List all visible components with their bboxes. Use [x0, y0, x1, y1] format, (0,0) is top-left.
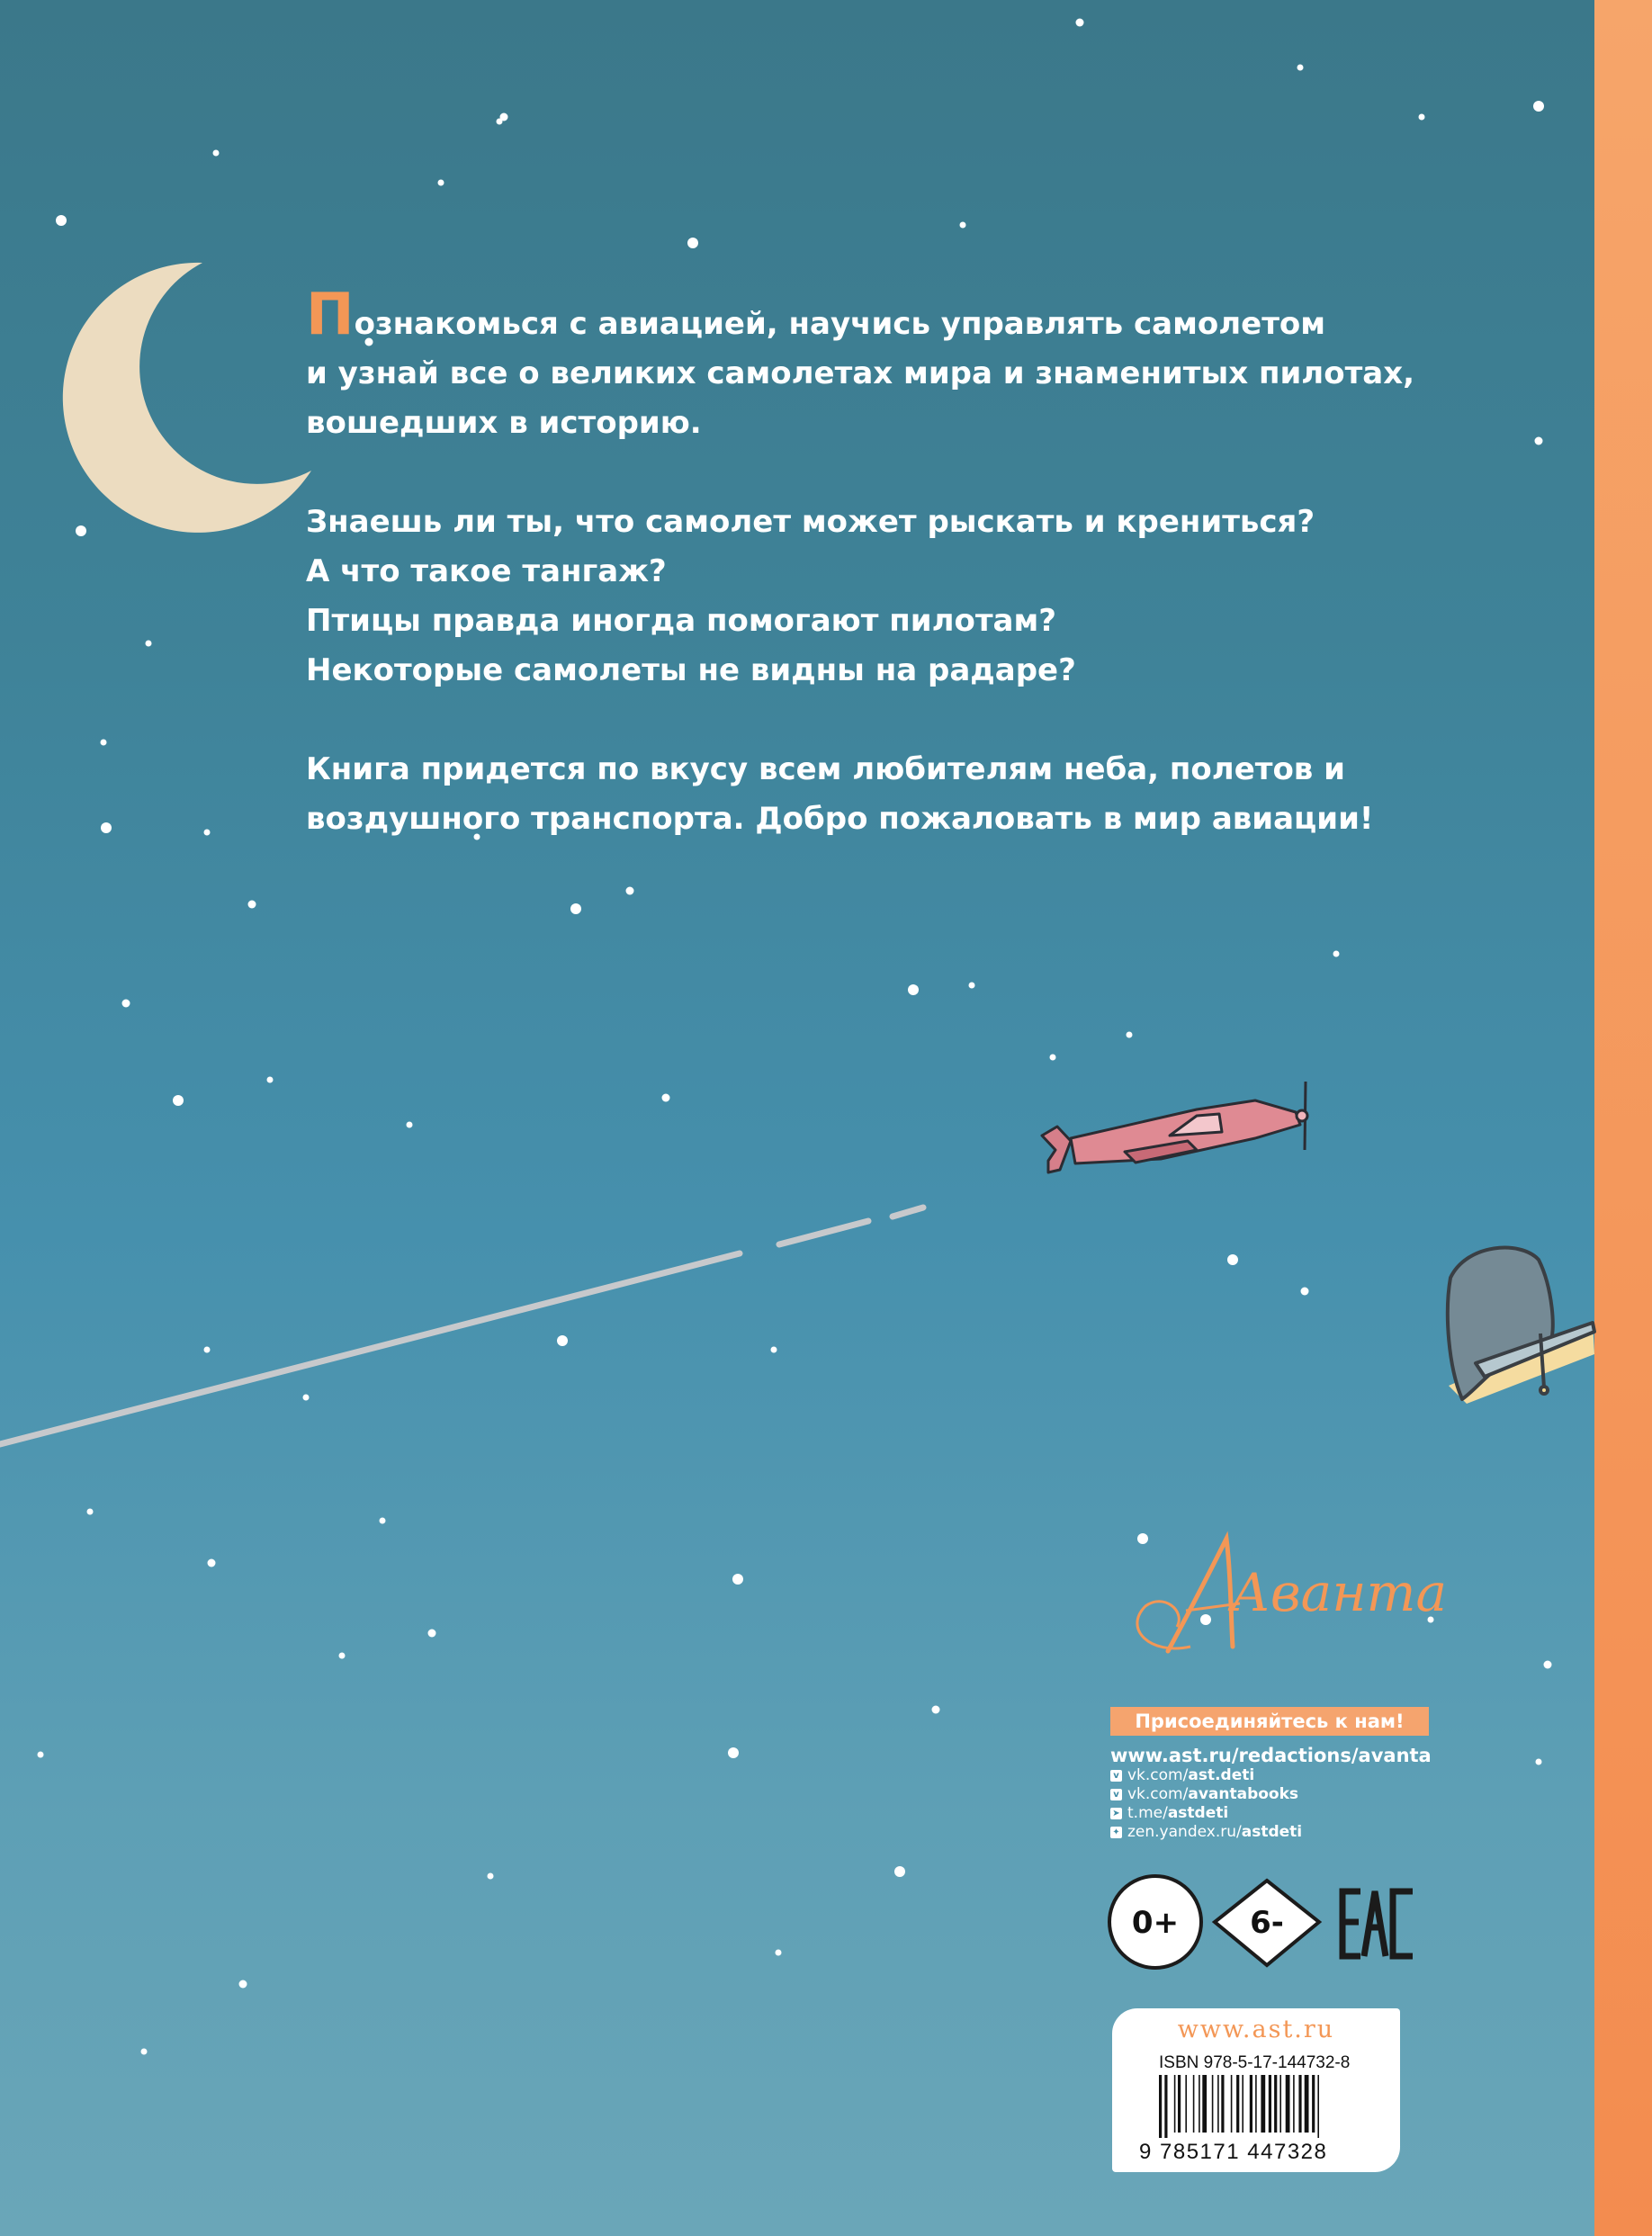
star: [380, 1518, 386, 1524]
intro-line-3: вошедших в историю.: [306, 405, 702, 441]
star: [771, 1347, 777, 1353]
star: [557, 1335, 568, 1346]
star: [141, 2049, 148, 2055]
star: [1227, 1254, 1238, 1265]
star: [213, 150, 220, 157]
star: [204, 1347, 211, 1353]
book-description: [306, 282, 1476, 894]
barcode-bar: [1159, 2075, 1162, 2138]
barcode-bar: [1231, 2075, 1233, 2133]
star: [1536, 1759, 1542, 1765]
ast-website: www.ast.ru: [1177, 2016, 1335, 2043]
paragraph-questions: [306, 498, 1476, 696]
barcode-bar: [1236, 2075, 1239, 2133]
social-link-vk-avantabooks[interactable]: [1110, 1785, 1434, 1804]
barcode-bar: [1185, 2075, 1187, 2133]
star: [101, 822, 112, 833]
barcode-bar: [1261, 2075, 1265, 2133]
link-handle: ast.deti: [1188, 1766, 1255, 1784]
logo-wordmark: Аванта: [1231, 1562, 1448, 1623]
barcode-bar: [1286, 2075, 1290, 2133]
social-link-telegram[interactable]: [1110, 1804, 1434, 1823]
barcode-bar: [1217, 2075, 1219, 2133]
contrail: [0, 1208, 923, 1444]
intro-line-1: [306, 282, 1476, 349]
question-line-1: Знаешь ли ты, что самолет может рыскать и крениться?: [306, 504, 1315, 540]
question-line-3: Птицы правда иногда помогают пилотам?: [306, 603, 1057, 639]
star: [303, 1395, 310, 1401]
star: [687, 238, 698, 248]
barcode-bar: [1178, 2075, 1181, 2133]
drop-cap-letter: П: [306, 282, 355, 348]
star: [1533, 101, 1544, 112]
star: [87, 1509, 94, 1515]
barcode: [1157, 2075, 1355, 2138]
star: [56, 215, 67, 226]
link-handle: astdeti: [1241, 1823, 1303, 1841]
barcode-bar: [1279, 2075, 1281, 2133]
star: [570, 903, 581, 914]
barcode-bar: [1212, 2075, 1214, 2133]
paragraph-closing: [306, 745, 1476, 844]
barcode-bar: [1250, 2075, 1252, 2133]
barcode-bar: [1193, 2075, 1195, 2133]
barcode-bar: [1164, 2075, 1167, 2138]
social-links-block: [1110, 1707, 1434, 1842]
link-prefix: vk.com/: [1127, 1766, 1189, 1784]
barcode-bar: [1174, 2075, 1176, 2133]
star: [438, 180, 444, 186]
star: [776, 1950, 782, 1956]
star: [1333, 951, 1340, 957]
star: [407, 1122, 413, 1128]
closing-line-1: Книга придется по вкусу всем любителям неба, полетов и: [306, 751, 1345, 787]
star: [1076, 19, 1084, 27]
intro-line-2: и узнай все о великих самолетах мира и знаменитых пилотах,: [306, 355, 1415, 391]
star: [960, 222, 966, 229]
question-line-2: А что такое тангаж?: [306, 553, 667, 589]
barcode-bar: [1298, 2075, 1301, 2133]
star: [728, 1747, 739, 1758]
star: [969, 983, 975, 989]
star: [932, 1706, 940, 1714]
grey-airplane-tail: [1448, 1248, 1594, 1404]
question-line-4: Некоторые самолеты не видны на радаре?: [306, 652, 1076, 688]
social-link-zen[interactable]: [1110, 1823, 1434, 1842]
crescent-moon: [63, 263, 311, 533]
barcode-bar: [1305, 2075, 1309, 2133]
star: [1297, 65, 1304, 71]
star: [1127, 1032, 1133, 1038]
isbn-number: ISBN 978-5-17-144732-8: [1159, 2053, 1351, 2072]
star: [339, 1653, 346, 1659]
age-and-certification-marks: [1107, 1881, 1431, 1989]
barcode-bar: [1317, 2075, 1319, 2138]
star: [204, 830, 211, 836]
avanta-publisher-logo: [1114, 1521, 1448, 1674]
link-handle: astdeti: [1167, 1804, 1229, 1822]
telegram-icon: ➤: [1110, 1808, 1122, 1819]
barcode-bar: [1255, 2075, 1257, 2133]
age-recommendation-label: 6-: [1250, 1905, 1284, 1941]
eac-mark: [1342, 1891, 1413, 1956]
star: [248, 901, 256, 909]
barcode-bar: [1202, 2075, 1207, 2133]
star: [428, 1630, 436, 1638]
link-handle: avantabooks: [1188, 1785, 1299, 1803]
star: [894, 1866, 905, 1877]
vk-icon: v: [1110, 1789, 1122, 1800]
star: [1544, 1661, 1552, 1669]
barcode-bar: [1221, 2075, 1224, 2133]
barcode-bar: [1269, 2075, 1271, 2133]
star: [732, 1574, 743, 1585]
star: [76, 525, 86, 536]
barcode-bar: [1312, 2075, 1315, 2133]
star: [239, 1980, 247, 1989]
star: [173, 1095, 184, 1106]
link-prefix: t.me/: [1127, 1804, 1168, 1822]
star: [38, 1752, 44, 1758]
join-us-banner: Присоединяйтесь к нам!: [1110, 1707, 1429, 1736]
star: [267, 1077, 274, 1083]
star: [662, 1094, 670, 1102]
star: [908, 984, 919, 995]
star: [1301, 1288, 1309, 1296]
star: [497, 119, 503, 125]
barcode-bar: [1293, 2075, 1295, 2133]
red-airplane: [1042, 1082, 1307, 1172]
star: [488, 1873, 494, 1880]
star: [146, 641, 152, 647]
star: [122, 1000, 130, 1008]
paragraph-intro: [306, 282, 1476, 448]
link-prefix: vk.com/: [1127, 1785, 1189, 1803]
star: [1419, 114, 1425, 121]
star: [1050, 1055, 1056, 1061]
age-rating-label: 0+: [1131, 1905, 1180, 1941]
zen-icon: ✦: [1110, 1827, 1122, 1838]
barcode-bar: [1242, 2075, 1243, 2133]
barcode-bar: [1274, 2075, 1277, 2133]
closing-line-2: воздушного транспорта. Добро пожаловать в мир авиации!: [306, 801, 1374, 837]
barcode-digits: 9 785171 447328: [1139, 2140, 1328, 2164]
intro-line-1-text: ознакомься с авиацией, научись управлять самолетом: [354, 306, 1326, 342]
star: [1535, 437, 1543, 445]
isbn-block: [1112, 2008, 1400, 2172]
barcode-bar: [1199, 2075, 1200, 2133]
link-prefix: zen.yandex.ru/: [1127, 1823, 1242, 1841]
vk-icon: v: [1110, 1770, 1122, 1782]
publisher-website[interactable]: www.ast.ru/redactions/avanta: [1110, 1745, 1432, 1766]
social-link-vk-astdeti[interactable]: [1110, 1766, 1434, 1785]
star: [101, 740, 107, 746]
star: [208, 1559, 216, 1567]
